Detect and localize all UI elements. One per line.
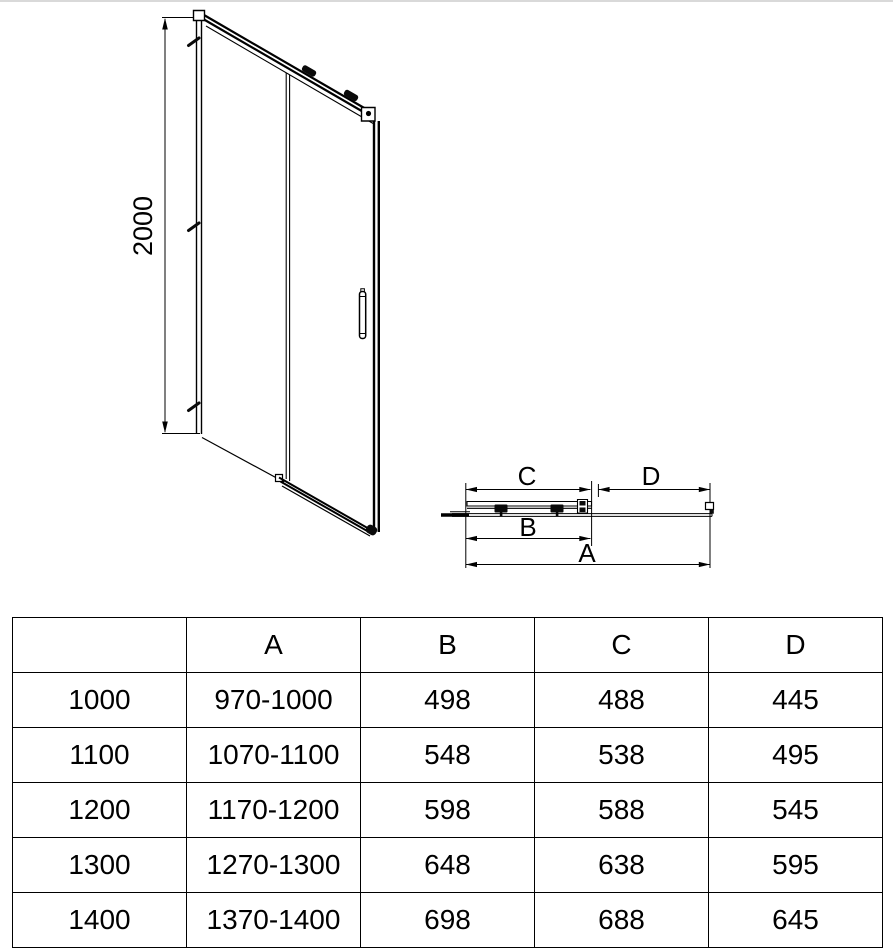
cell-size: 1000 bbox=[13, 673, 187, 728]
plan-sliding-panel bbox=[467, 502, 592, 509]
arrow-right-icon bbox=[579, 487, 590, 492]
dimensions-table bbox=[12, 617, 883, 948]
plan-fixed-glass bbox=[452, 514, 712, 517]
col-header-size bbox=[13, 618, 187, 673]
cell-size: 1100 bbox=[13, 728, 187, 783]
cell-a: 970-1000 bbox=[187, 673, 361, 728]
col-header-a: A bbox=[187, 618, 361, 673]
cell-d: 645 bbox=[709, 893, 883, 948]
height-dim-label: 2000 bbox=[128, 195, 158, 257]
cell-size: 1300 bbox=[13, 838, 187, 893]
cell-b: 598 bbox=[361, 783, 535, 838]
cell-d: 545 bbox=[709, 783, 883, 838]
right-post-profile bbox=[374, 121, 379, 532]
door-handle bbox=[360, 289, 366, 339]
arrow-left-icon bbox=[466, 487, 477, 492]
col-header-c: C bbox=[535, 618, 709, 673]
bottom-rail bbox=[276, 475, 379, 537]
cell-size: 1200 bbox=[13, 783, 187, 838]
dim-label-d: D bbox=[641, 461, 661, 491]
table-row bbox=[13, 673, 883, 728]
glass-bottom-edge bbox=[202, 438, 284, 483]
cell-b: 648 bbox=[361, 838, 535, 893]
cell-size: 1400 bbox=[13, 893, 187, 948]
cell-a: 1270-1300 bbox=[187, 838, 361, 893]
cell-c: 488 bbox=[535, 673, 709, 728]
top-right-cap bbox=[362, 108, 376, 122]
top-rail bbox=[204, 15, 374, 124]
cell-c: 688 bbox=[535, 893, 709, 948]
table-row bbox=[13, 728, 883, 783]
glass-overlap-edge bbox=[286, 73, 289, 481]
table-header-row bbox=[13, 618, 883, 673]
arrow-right-icon bbox=[699, 487, 710, 492]
arrow-up-icon bbox=[162, 18, 168, 30]
cell-a: 1070-1100 bbox=[187, 728, 361, 783]
col-header-b: B bbox=[361, 618, 535, 673]
dim-label-b: B bbox=[519, 512, 537, 542]
arrow-left-icon bbox=[466, 536, 477, 541]
plan-wall-stub bbox=[441, 512, 470, 515]
roller-blocks bbox=[301, 64, 359, 102]
cell-a: 1170-1200 bbox=[187, 783, 361, 838]
dim-label-c: C bbox=[517, 461, 537, 491]
cell-d: 595 bbox=[709, 838, 883, 893]
cell-b: 698 bbox=[361, 893, 535, 948]
elevation-view bbox=[162, 11, 379, 537]
col-header-d: D bbox=[709, 618, 883, 673]
table-row bbox=[13, 893, 883, 948]
table-row bbox=[13, 783, 883, 838]
wall-brackets bbox=[189, 38, 200, 411]
dim-label-a: A bbox=[578, 538, 596, 568]
arrow-right-icon bbox=[699, 562, 710, 567]
cell-c: 588 bbox=[535, 783, 709, 838]
arrow-left-icon bbox=[598, 487, 609, 492]
plan-guide-bracket bbox=[578, 500, 588, 514]
cell-b: 498 bbox=[361, 673, 535, 728]
table-row bbox=[13, 838, 883, 893]
cell-a: 1370-1400 bbox=[187, 893, 361, 948]
cell-b: 548 bbox=[361, 728, 535, 783]
cell-d: 445 bbox=[709, 673, 883, 728]
arrow-left-icon bbox=[466, 562, 477, 567]
top-left-cap bbox=[194, 11, 205, 21]
cell-d: 495 bbox=[709, 728, 883, 783]
arrow-down-icon bbox=[162, 422, 168, 434]
cell-c: 638 bbox=[535, 838, 709, 893]
cell-c: 538 bbox=[535, 728, 709, 783]
